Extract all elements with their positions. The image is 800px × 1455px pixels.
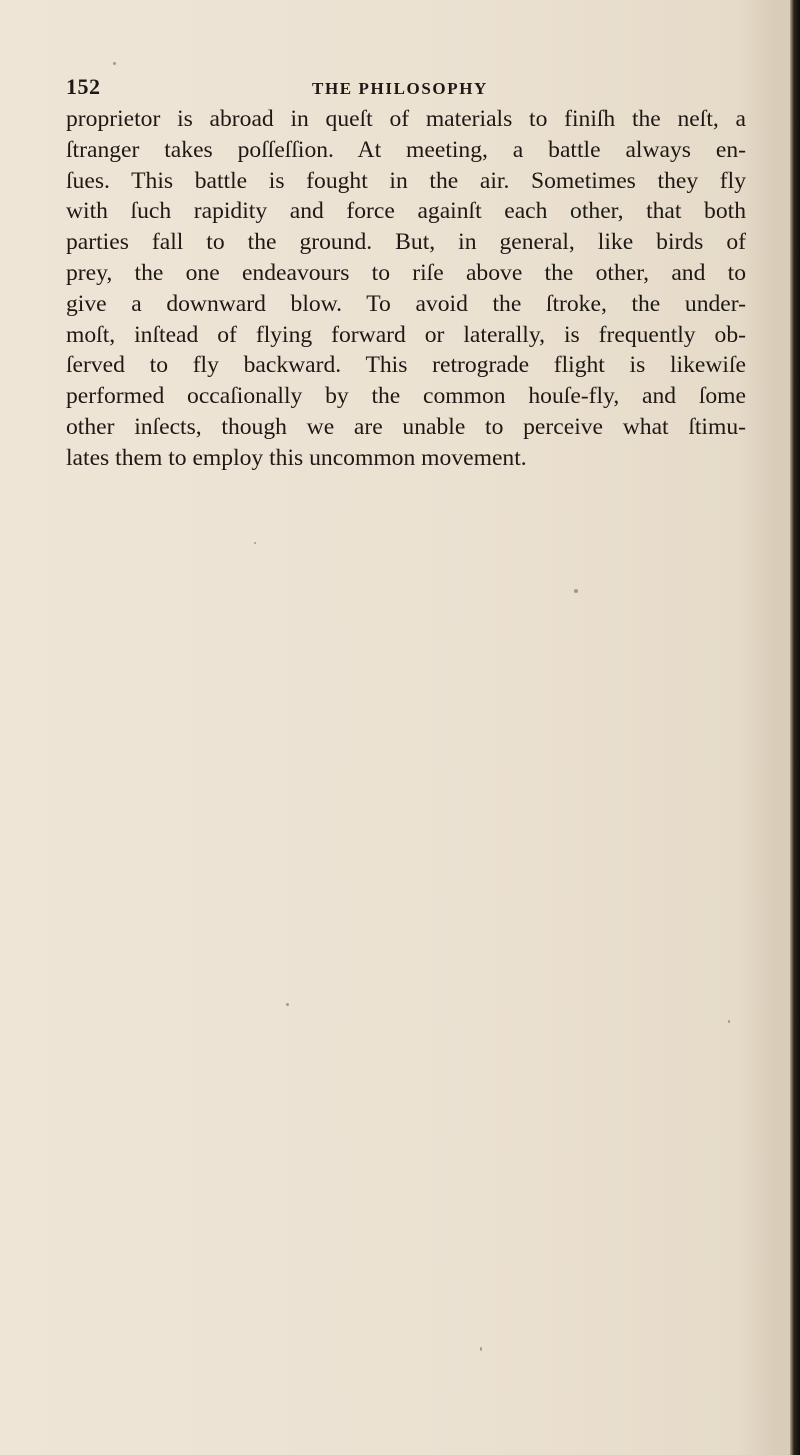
running-head	[66, 74, 736, 104]
text-line: with ſuch rapidity and force againſt each other, that both	[66, 198, 746, 225]
text-line: prey, the one endeavours to riſe above the other, and to	[66, 259, 746, 286]
text-line: parties fall to the ground. But, in general, like birds of	[66, 229, 746, 256]
body-text	[66, 104, 746, 474]
page-number: 152	[66, 74, 101, 99]
text-line: lates them to employ this uncommon movement.	[66, 444, 527, 471]
page-spine-edge	[790, 0, 800, 1455]
text-line: ſues. This battle is fought in the air. Sometimes they fly	[66, 167, 746, 194]
running-title: THE PHILOSOPHY	[312, 79, 488, 98]
text-line: ſtranger takes poſſeſſion. At meeting, a battle always en-	[66, 136, 746, 163]
text-line: moſt, inſtead of flying forward or laterally, is frequently ob-	[66, 321, 746, 348]
text-line: proprietor is abroad in queſt of materials to finiſh the neſt, a	[66, 106, 746, 132]
text-line: ſerved to fly backward. This retrograde flight is likewiſe	[66, 352, 746, 379]
text-line: give a downward blow. To avoid the ſtroke, the under-	[66, 290, 746, 317]
text-line: performed occaſionally by the common houſe-fly, and ſome	[66, 383, 746, 410]
text-line: other inſects, though we are unable to perceive what ſtimu-	[66, 413, 746, 440]
